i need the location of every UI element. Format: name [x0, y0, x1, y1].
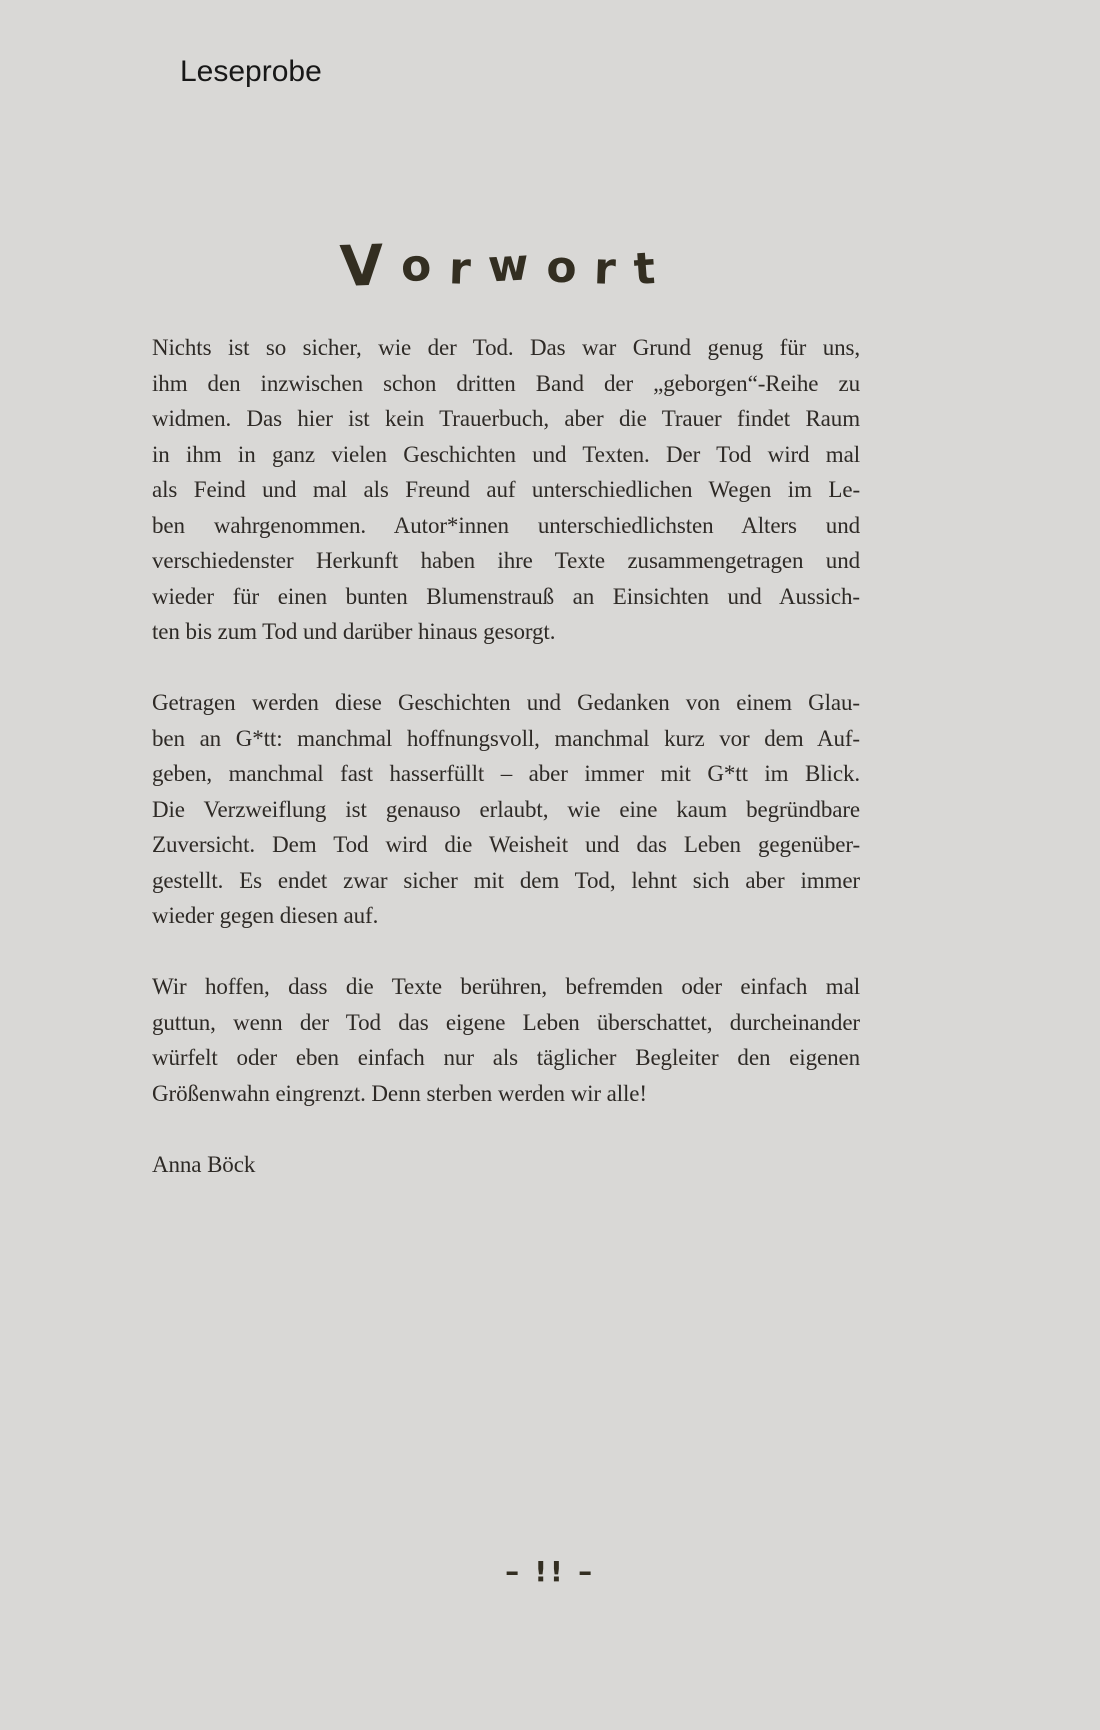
text-line: wieder gegen diesen auf. — [152, 903, 379, 928]
page-number-marker: – !! – — [505, 1555, 595, 1588]
text-line: ten bis zum Tod und darüber hinaus gesorgt. — [152, 619, 556, 644]
paragraph — [152, 969, 860, 1111]
text-line: guttun, wenn der Tod das eigene Leben überschattet, durcheinander — [152, 1009, 860, 1035]
text-line: ihm den inzwischen schon dritten Band der „geborgen“-Reihe zu — [152, 370, 860, 396]
leseprobe-label: Leseprobe — [180, 55, 322, 88]
text-line: verschiedenster Herkunft haben ihre Texte zusammengetragen und — [152, 548, 860, 573]
text-line: als Feind und mal als Freund auf unterschiedlichen Wegen im Le- — [152, 477, 860, 502]
text-line: Größenwahn eingrenzt. Denn sterben werden wir alle! — [152, 1080, 647, 1106]
preface-title: Vorwort — [338, 232, 674, 301]
text-line: Zuversicht. Dem Tod wird die Weisheit und das Leben gegenüber- — [152, 832, 860, 857]
text-line: Nichts ist so sicher, wie der Tod. Das war Grund genug für uns, — [152, 335, 860, 360]
text-line: geben, manchmal fast hasserfüllt – aber immer mit G*tt im Blick. — [152, 761, 860, 786]
text-line: widmen. Das hier ist kein Trauerbuch, aber die Trauer findet Raum — [152, 406, 860, 431]
paragraph — [152, 330, 860, 650]
text-line: würfelt oder eben einfach nur als täglicher Begleiter den eigenen — [152, 1045, 860, 1070]
preface-body — [152, 330, 860, 1182]
author-signature: Anna Böck — [152, 1151, 256, 1177]
text-line: wieder für einen bunten Blumenstrauß an Einsichten und Aussich- — [152, 583, 860, 609]
text-line: ben wahrgenommen. Autor*innen unterschiedlichsten Alters und — [152, 512, 860, 538]
text-line: in ihm in ganz vielen Geschichten und Texten. Der Tod wird mal — [152, 441, 860, 467]
text-line: gestellt. Es endet zwar sicher mit dem Tod, lehnt sich aber immer — [152, 867, 860, 893]
text-line: ben an G*tt: manchmal hoffnungsvoll, manchmal kurz vor dem Auf- — [152, 725, 860, 751]
text-line: Die Verzweiflung ist genauso erlaubt, wie eine kaum begründbare — [152, 796, 860, 822]
paragraph — [152, 685, 860, 934]
text-line: Getragen werden diese Geschichten und Gedanken von einem Glau- — [152, 690, 860, 715]
text-line: Wir hoffen, dass die Texte berühren, befremden oder einfach mal — [152, 974, 860, 999]
